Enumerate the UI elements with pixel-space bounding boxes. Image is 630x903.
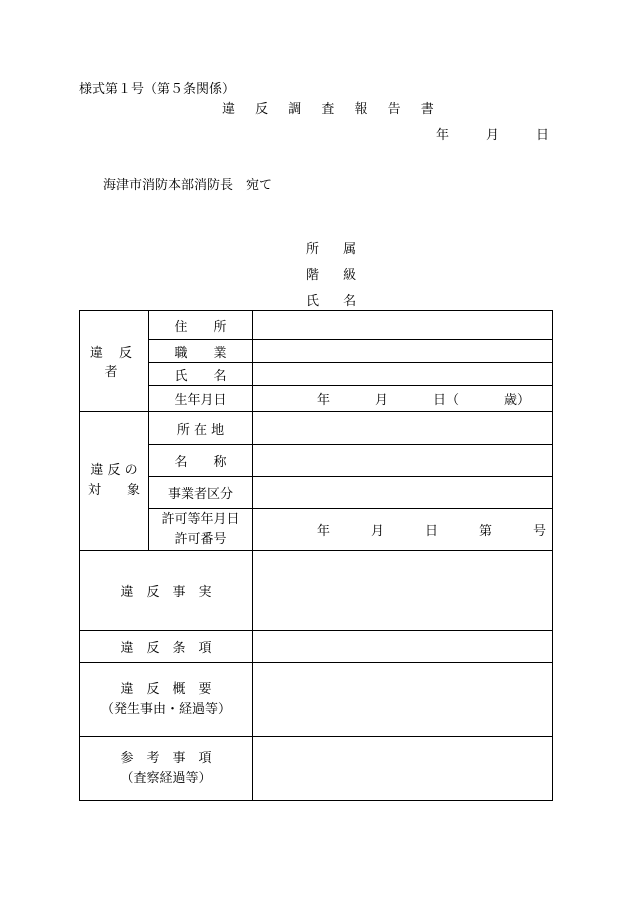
violation-report-table: [79, 310, 553, 801]
target-group-label: 違 反 の 対 象: [80, 412, 149, 551]
occupation-label: 職 業: [149, 340, 253, 363]
target-name-field[interactable]: [253, 445, 553, 477]
violator-name-label: 氏 名: [149, 363, 253, 386]
document-title: 違 反 調 査 報 告 書: [222, 102, 442, 117]
summary-field[interactable]: [253, 663, 553, 737]
form-number: 様式第１号（第５条関係）: [79, 82, 236, 97]
business-class-label: 事業者区分: [149, 477, 253, 509]
facts-field[interactable]: [253, 551, 553, 631]
date-day: 日: [536, 128, 550, 143]
target-name-label: 名 称: [149, 445, 253, 477]
reporter-name-label: 氏 名: [306, 294, 367, 309]
facts-label: 違 反 事 実: [80, 551, 253, 631]
business-class-field[interactable]: [253, 477, 553, 509]
clause-field[interactable]: [253, 631, 553, 663]
reporter-rank-label: 階 級: [306, 268, 367, 283]
violator-name-field[interactable]: [253, 363, 553, 386]
violator-group-label: 違 反 者: [80, 311, 149, 412]
permit-no: 第: [478, 524, 492, 539]
permit-day: 日: [424, 524, 438, 539]
clause-label: 違 反 条 項: [80, 631, 253, 663]
reporter-affiliation-label: 所 属: [306, 242, 367, 257]
birth-year: 年: [317, 393, 331, 408]
permit-field[interactable]: [253, 509, 553, 551]
summary-label: 違 反 概 要 （発生事由・経過等）: [80, 663, 253, 737]
permit-year: 年: [317, 524, 331, 539]
permit-label: 許可等年月日 許可番号: [149, 509, 253, 551]
date-year: 年: [436, 128, 450, 143]
report-date: [436, 124, 549, 143]
address-label: 住 所: [149, 311, 253, 340]
birth-age: 歳）: [503, 393, 530, 408]
permit-month: 月: [370, 524, 384, 539]
date-month: 月: [486, 128, 500, 143]
location-label: 所 在 地: [149, 412, 253, 445]
birth-month: 月: [374, 393, 388, 408]
location-field[interactable]: [253, 412, 553, 445]
permit-number: 号: [532, 524, 546, 539]
addressee: 海津市消防本部消防長 宛て: [103, 178, 273, 193]
birth-day: 日（: [432, 393, 459, 408]
reference-field[interactable]: [253, 737, 553, 801]
birthdate-label: 生年月日: [149, 386, 253, 412]
reference-label: 参 考 事 項 （査察経過等）: [80, 737, 253, 801]
occupation-field[interactable]: [253, 340, 553, 363]
address-field[interactable]: [253, 311, 553, 340]
birthdate-field[interactable]: [253, 386, 553, 412]
